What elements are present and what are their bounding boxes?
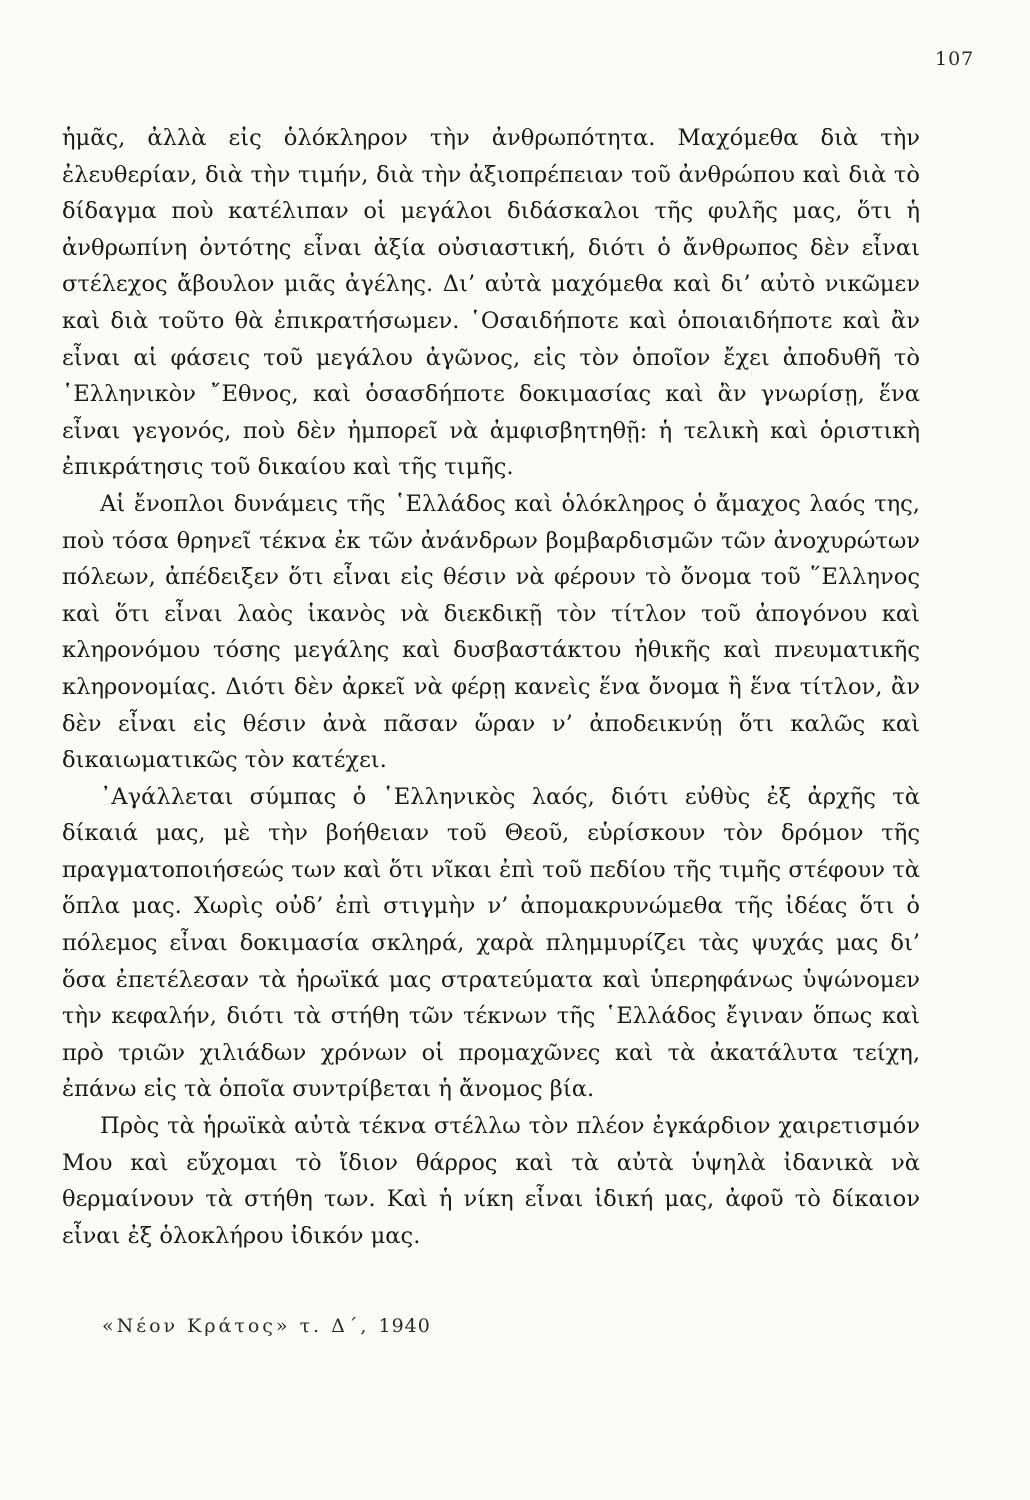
body-text bbox=[62, 120, 920, 1254]
source-year: 1940 bbox=[378, 1315, 431, 1337]
paragraph-2: Αἱ ἔνοπλοι δυνάμεις τῆς ῾Ελλάδος καὶ ὁλόκληρος ὁ ἄμαχος λαός της, ποὺ τόσα θρηνεῖ τέκνα ἐκ τῶν ἀνάνδρων βομβαρδισμῶν τῶν ἀνοχυρώτων πόλεων, ἀπέδειξεν ὅτι εἶναι εἰς θέσιν νὰ φέρουν τὸ ὄνομα τοῦ ῞Ελληνος καὶ ὅτι εἶναι λαὸς ἱκανὸς νὰ διεκδικῇ τὸν τίτλον τοῦ ἀπογόνου καὶ κληρονόμου τόσης μεγάλης καὶ δυσβαστάκτου ἠθικῆς καὶ πνευματικῆς κληρονομίας. Διότι δὲν ἀρκεῖ νὰ φέρῃ κανεὶς ἕνα ὄνομα ἢ ἕνα τίτλον, ἂν δὲν εἶναι εἰς θέσιν ἀνὰ πᾶσαν ὥραν ν’ ἀποδεικνύῃ ὅτι καλῶς καὶ δικαιωματικῶς τὸν κατέχει. bbox=[62, 490, 920, 774]
source-publication: «Νέον Κράτος» bbox=[102, 1315, 291, 1337]
page-number: 107 bbox=[935, 48, 975, 70]
paragraph-1: ἡμᾶς, ἀλλὰ εἰς ὁλόκληρον τὴν ἀνθρωπότητα. Μαχόμεθα διὰ τὴν ἐλευθερίαν, διὰ τὴν τιμήν, διὰ τὴν ἀξιοπρέπειαν τοῦ ἀνθρώπου καὶ διὰ τὸ δίδαγμα ποὺ κατέλιπαν οἱ μεγάλοι διδάσκαλοι τῆς φυλῆς μας, ὅτι ἡ ἀνθρωπίνη ὀντότης εἶναι ἀξία οὐσιαστική, διότι ὁ ἄνθρωπος δὲν εἶναι στέλεχος ἄβουλον μιᾶς ἀγέλης. Δι’ αὐτὰ μαχόμεθα καὶ δι’ αὐτὸ νικῶμεν καὶ διὰ τοῦτο θὰ ἐπικρατήσωμεν. ῾Οσαιδήποτε καὶ ὁποιαιδήποτε καὶ ἂν εἶναι αἱ φάσεις τοῦ μεγάλου ἀγῶνος, εἰς τὸν ὁποῖον ἔχει ἀποδυθῆ τὸ ῾Ελληνικὸν ῎Εθνος, καὶ ὁσασδήποτε δοκιμασίας καὶ ἂν γνωρίσῃ, ἕνα εἶναι γεγονός, ποὺ δὲν ἠμπορεῖ νὰ ἀμφισβητηθῇ: ἡ τελικὴ καὶ ὁριστικὴ ἐπικράτησις τοῦ δικαίου καὶ τῆς τιμῆς. bbox=[62, 125, 920, 481]
source-issue: τ. Δ΄, bbox=[299, 1315, 370, 1337]
source-citation bbox=[102, 1315, 431, 1337]
paragraph-3: ᾿Αγάλλεται σύμπας ὁ ῾Ελληνικὸς λαός, διότι εὐθὺς ἐξ ἀρχῆς τὰ δίκαιά μας, μὲ τὴν βοήθειαν τοῦ Θεοῦ, εὑρίσκουν τὸν δρόμον τῆς πραγματοποιήσεώς των καὶ ὅτι νῖκαι ἐπὶ τοῦ πεδίου τῆς τιμῆς στέφουν τὰ ὅπλα μας. Χωρὶς οὐδ’ ἐπὶ στιγμὴν ν’ ἀπομακρυνώμεθα τῆς ἰδέας ὅτι ὁ πόλεμος εἶναι δοκιμασία σκληρά, χαρὰ πλημμυρίζει τὰς ψυχάς μας δι’ ὅσα ἐπετέλεσαν τὰ ἡρωϊκά μας στρατεύματα καὶ ὑπερηφάνως ὑψώνομεν τὴν κεφαλήν, διότι τὰ στήθη τῶν τέκνων τῆς ῾Ελλάδος ἔγιναν ὅπως καὶ πρὸ τριῶν χιλιάδων χρόνων οἱ προμαχῶνες καὶ τὰ ἀκατάλυτα τείχη, ἐπάνω εἰς τὰ ὁποῖα συντρίβεται ἡ ἄνομος βία. bbox=[62, 783, 920, 1103]
paragraph-4: Πρὸς τὰ ἡρωϊκὰ αὐτὰ τέκνα στέλλω τὸν πλέον ἐγκάρδιον χαιρετισμόν Μου καὶ εὔχομαι τὸ ἴδιον θάρρος καὶ τὰ αὐτὰ ὑψηλὰ ἰδανικὰ νὰ θερμαίνουν τὰ στήθη των. Καὶ ἡ νίκη εἶναι ἰδική μας, ἀφοῦ τὸ δίκαιον εἶναι ἐξ ὁλοκλήρου ἰδικόν μας. bbox=[62, 1113, 920, 1249]
